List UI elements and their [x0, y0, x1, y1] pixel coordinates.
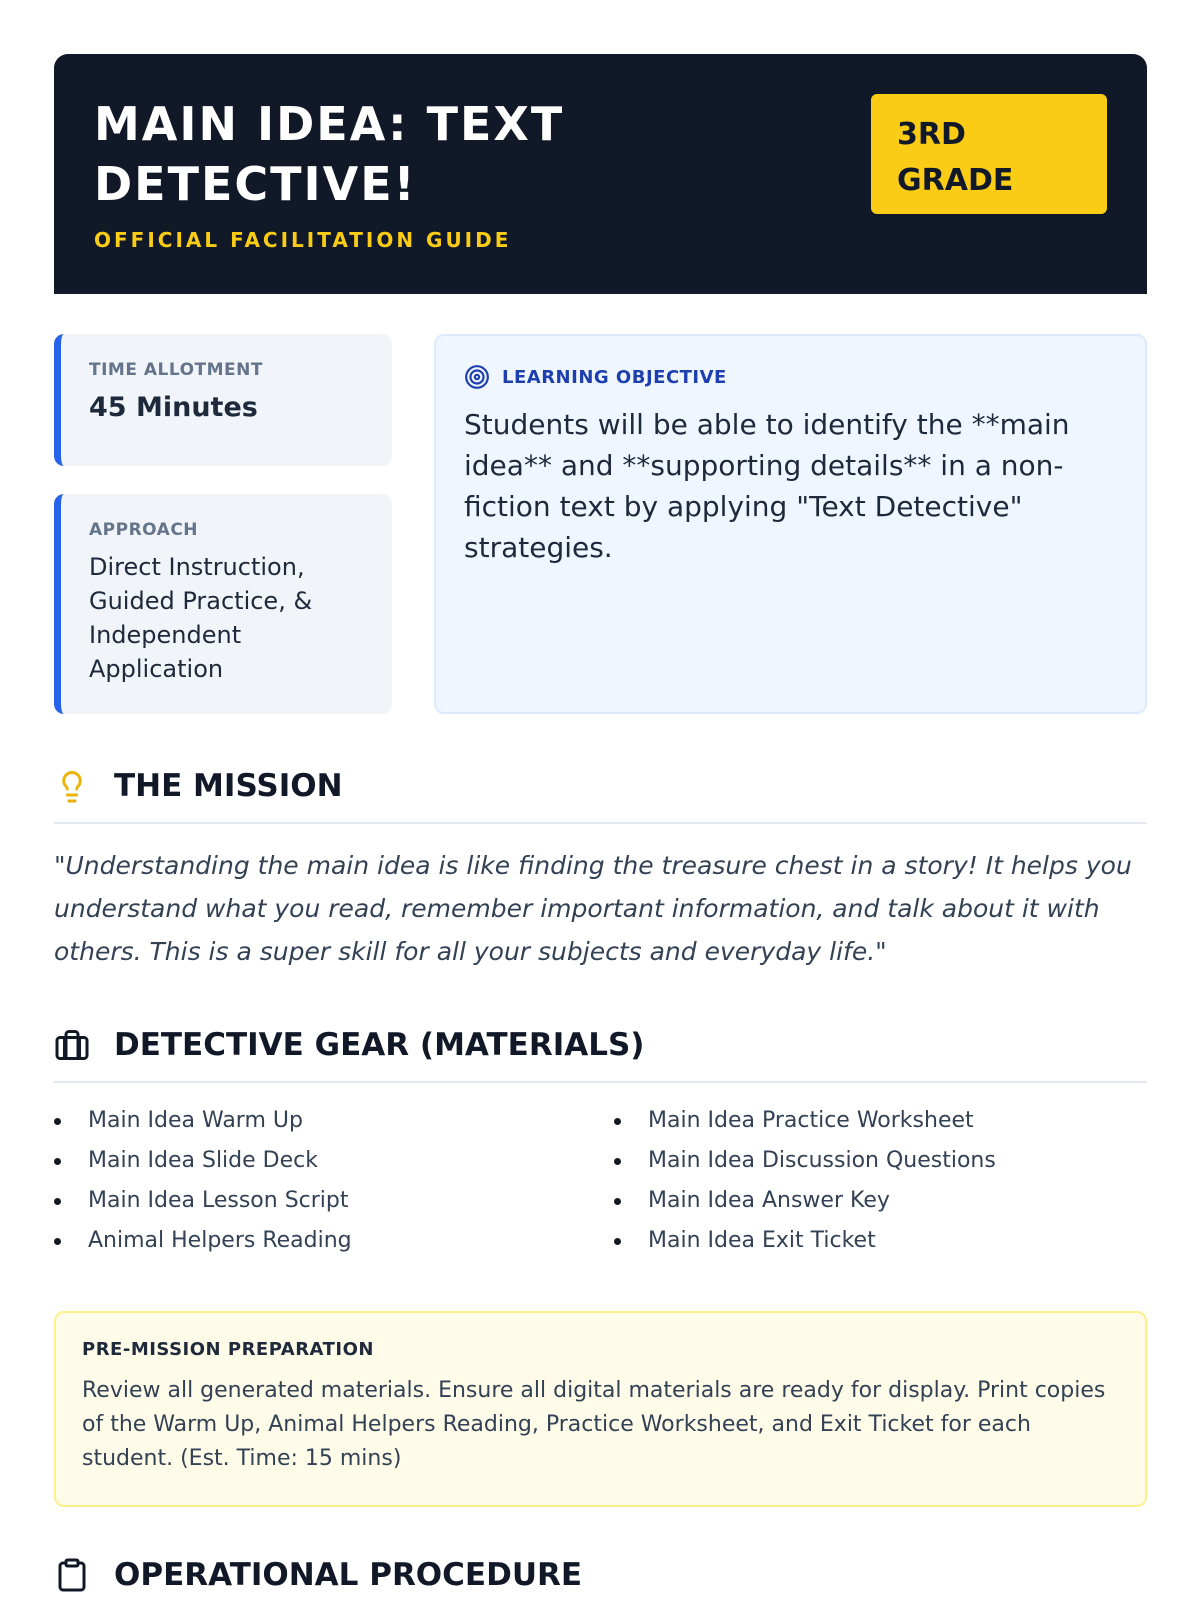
mission-title: THE MISSION [114, 768, 343, 804]
list-item: Main Idea Slide Deck [54, 1141, 614, 1181]
objective-header [464, 364, 1117, 390]
list-item: Main Idea Answer Key [614, 1181, 1147, 1221]
procedure-header [54, 1557, 1147, 1600]
pre-mission-preparation [54, 1311, 1147, 1507]
objective-label: LEARNING OBJECTIVE [502, 366, 727, 388]
list-item: Main Idea Lesson Script [54, 1181, 614, 1221]
objective-text: Students will be able to identify the **main idea** and **supporting details** in a non-fiction text by applying "Text Detective" strategies. [464, 408, 1070, 564]
page-subtitle: OFFICIAL FACILITATION GUIDE [94, 228, 512, 252]
briefcase-icon [54, 1027, 90, 1063]
time-allotment-value: 45 Minutes [89, 392, 258, 423]
facilitation-guide [54, 54, 1147, 1600]
mission-section [54, 768, 1147, 973]
list-item: Main Idea Discussion Questions [614, 1141, 1147, 1181]
time-allotment-label: TIME ALLOTMENT [89, 360, 263, 380]
approach-card [54, 494, 392, 714]
approach-label: APPROACH [89, 520, 199, 540]
guide-header [54, 54, 1147, 294]
mission-quote: "Understanding the main idea is like finding the treasure chest in a story! It helps you understand what you read, remember important information, and talk about it with others. This is a super skill for all your subjects and everyday life." [54, 851, 1132, 966]
list-item: Main Idea Exit Ticket [614, 1221, 1147, 1261]
materials-header [54, 1027, 1147, 1083]
clipboard-icon [54, 1557, 90, 1593]
procedure-title: OPERATIONAL PROCEDURE [114, 1557, 583, 1593]
time-allotment-card [54, 334, 392, 466]
preparation-label: PRE-MISSION PREPARATION [82, 1339, 374, 1360]
preparation-text: Review all generated materials. Ensure all digital materials are ready for display. Print copies of the Warm Up, Animal Helpers Reading, Practice Worksheet, and Exit Ticket for each student. (Est. Time: 15 mins) [82, 1378, 1106, 1471]
mission-header [54, 768, 1147, 824]
procedure-section [54, 1557, 1147, 1600]
list-item: Main Idea Practice Worksheet [614, 1101, 1147, 1141]
materials-title: DETECTIVE GEAR (MATERIALS) [114, 1027, 645, 1063]
materials-section [54, 1027, 1147, 1261]
lightbulb-icon [54, 768, 90, 804]
list-item: Animal Helpers Reading [54, 1221, 614, 1261]
grade-badge: 3RD GRADE [871, 94, 1107, 214]
approach-value: Direct Instruction, Guided Practice, & Independent Application [89, 553, 313, 683]
info-row [54, 334, 1147, 714]
learning-objective-card [434, 334, 1147, 714]
page-title: MAIN IDEA: TEXT DETECTIVE! [94, 97, 565, 211]
list-item: Main Idea Warm Up [54, 1101, 614, 1141]
materials-list [54, 1101, 1147, 1261]
target-icon [464, 364, 490, 390]
